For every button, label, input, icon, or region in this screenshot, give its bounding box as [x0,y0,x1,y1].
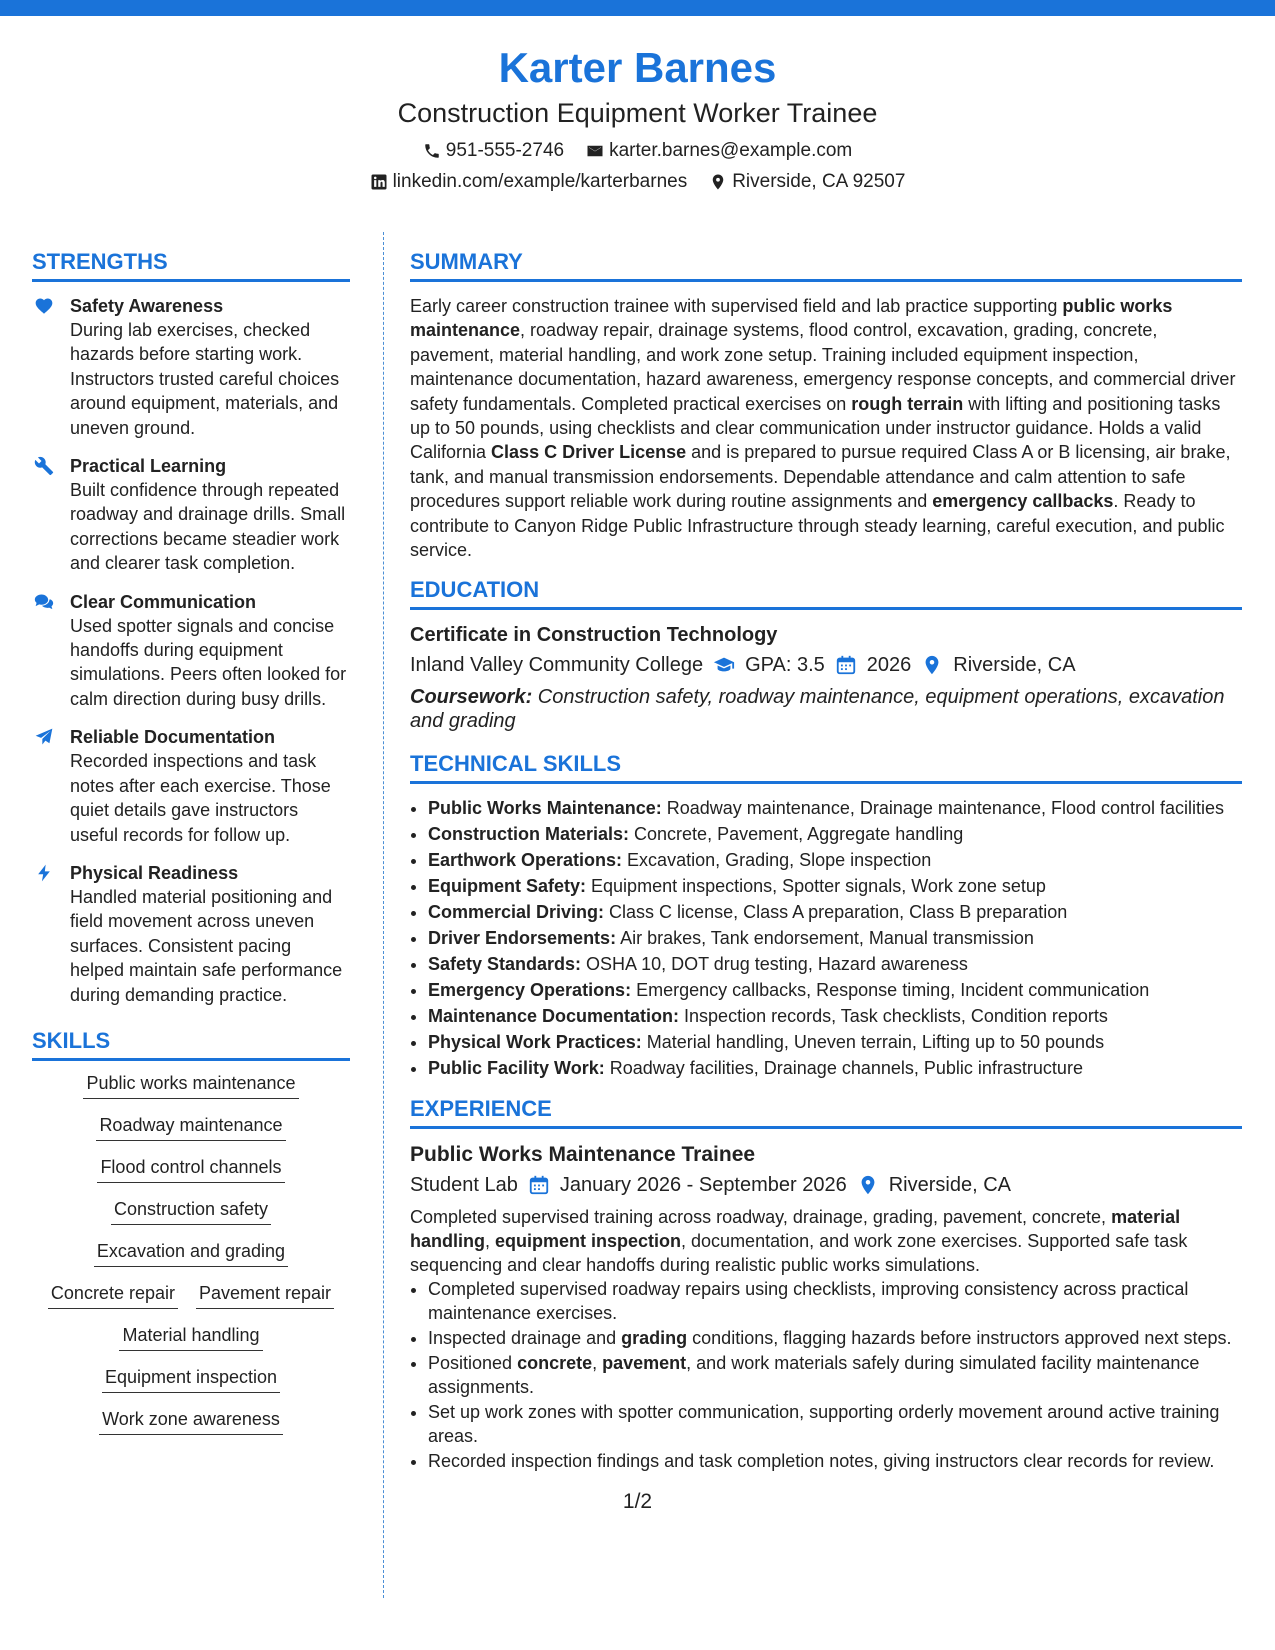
skill-tag: Public works maintenance [83,1071,298,1099]
technical-skill-value: Inspection records, Task checklists, Condition reports [679,1006,1108,1027]
strength-description: During lab exercises, checked hazards before starting work. Instructors trusted careful choices around equipment, materials, and uneven ground. [70,320,340,438]
coursework-label: Coursework: [410,686,533,709]
skill-row [32,1071,350,1099]
strength-description: Recorded inspections and task notes after each exercise. Those quiet details gave instructors useful records for follow up. [70,751,331,845]
technical-skill-value: OSHA 10, DOT drug testing, Hazard awareness [581,954,968,975]
skill-tag: Excavation and grading [94,1239,288,1267]
technical-skill-item [428,822,1242,846]
technical-skill-value: Excavation, Grading, Slope inspection [622,850,932,871]
education-meta [410,651,1242,679]
text-segment: and is prepared to pursue required Class A or B licensing, air brake, tank, and manual transmission endorsements. Dependable attendance and calm attention to safe procedures support reliable work during routine assignments and [410,442,1231,512]
job-description [410,1205,1242,1277]
bolt-icon [34,863,54,883]
education-heading: EDUCATION [410,576,1242,610]
text-segment: Completed supervised roadway repairs using checklists, improving consistency across practical maintenance exercises. [428,1279,1189,1324]
technical-skill-item [428,874,1242,898]
bold-text: grading [621,1328,688,1349]
skill-row [32,1155,350,1183]
wrench-icon [34,456,54,476]
skill-tag: Construction safety [111,1197,271,1225]
strength-description: Handled material positioning and field movement across uneven surfaces. Consistent pacing helped maintain safe performance during demanding practice. [70,886,343,1005]
strength-title: Physical Readiness [70,862,239,883]
text-segment: Recorded inspection findings and task completion notes, giving instructors clear records for review. [428,1451,1215,1472]
strength-title: Practical Learning [70,456,227,477]
map-pin-icon [857,1174,879,1196]
resume-header [0,42,1275,194]
text-segment: , [485,1231,496,1252]
coursework-text: Construction safety, roadway maintenance, equipment operations, excavation and grading [410,686,1225,733]
skill-row [32,1239,350,1267]
skill-row [32,1407,350,1435]
strength-item [32,454,350,576]
text-segment: , roadway repair, drainage systems, flood control, excavation, grading, concrete, pavement, material handling, and work zone setup. Training included equipment inspection, maintenance documentation, hazard awareness, emergency response concepts, and commercial driver safety fundamentals. Completed practical exercises on [410,320,1236,414]
skill-row [32,1365,350,1393]
graduation-cap-icon [713,654,735,676]
heart-icon [34,296,54,316]
technical-skills-list [410,796,1242,1080]
skills-list [32,1071,350,1435]
education-location: Riverside, CA [953,654,1076,677]
bold-text: concrete [517,1353,593,1374]
email-text: karter.barnes@example.com [609,140,853,161]
education-degree: Certificate in Construction Technology [410,624,778,647]
linkedin-contact[interactable] [370,170,688,194]
map-pin-icon [709,173,727,191]
technical-skill-label: Earthwork Operations: [428,850,623,871]
strength-title: Clear Communication [70,591,257,612]
technical-skill-value: Concrete, Pavement, Aggregate handling [629,824,964,845]
technical-skill-value: Material handling, Uneven terrain, Lifting up to 50 pounds [641,1032,1105,1053]
technical-skill-value: Equipment inspections, Spotter signals, Work zone setup [586,876,1046,897]
summary-heading: SUMMARY [410,248,1242,282]
technical-skills-heading: TECHNICAL SKILLS [410,750,1242,784]
bold-text: emergency callbacks [932,491,1114,512]
job-bullets [410,1277,1242,1473]
location-contact [709,170,905,194]
technical-skill-item [428,1004,1242,1028]
skill-row [32,1113,350,1141]
comments-icon [34,592,54,612]
text-segment: Positioned [428,1353,518,1374]
calendar-icon [835,654,857,676]
calendar-icon [528,1174,550,1196]
technical-skill-label: Construction Materials: [428,824,630,845]
strength-title: Safety Awareness [70,296,224,316]
strengths-list [32,294,350,1007]
skill-row [32,1197,350,1225]
bold-text: Class C Driver License [491,442,687,463]
phone-text: 951-555-2746 [445,140,565,161]
top-accent-bar [0,0,1275,16]
technical-skill-label: Driver Endorsements: [428,928,617,949]
strength-item [32,861,350,1007]
strength-item [32,590,350,712]
candidate-name: Karter Barnes [498,44,777,91]
candidate-title: Construction Equipment Worker Trainee [397,98,878,128]
skill-tag: Work zone awareness [99,1407,283,1435]
technical-skill-item [428,1056,1242,1080]
technical-skill-value: Roadway facilities, Drainage channels, Public infrastructure [604,1058,1083,1079]
right-column [410,248,1242,1474]
job-bullet [428,1277,1242,1325]
left-column [32,248,350,1449]
column-divider [383,232,384,1598]
strength-item [32,725,350,847]
text-segment: Completed supervised training across roadway, drainage, grading, pavement, concrete, [410,1207,1112,1228]
education-school: Inland Valley Community College [410,654,704,677]
education-coursework [410,685,1242,733]
strength-item [32,294,350,440]
location-text: Riverside, CA 92507 [732,171,906,192]
technical-skill-value: Roadway maintenance, Drainage maintenance, Flood control facilities [661,798,1225,819]
technical-skill-item [428,1030,1242,1054]
job-dates: January 2026 - September 2026 [559,1174,847,1197]
skill-tag: Roadway maintenance [96,1113,285,1141]
strength-title: Reliable Documentation [70,727,276,748]
skill-tag: Flood control channels [97,1155,284,1183]
email-contact[interactable] [586,139,852,163]
linkedin-icon [370,173,388,191]
job-company: Student Lab [410,1174,518,1197]
text-segment: Early career construction trainee with supervised field and lab practice supporting [410,296,1063,316]
technical-skill-item [428,796,1242,820]
skill-tag: Concrete repair [48,1281,178,1309]
skill-row [32,1323,350,1351]
envelope-icon [586,142,604,160]
technical-skill-value: Class C license, Class A preparation, Class B preparation [604,902,1068,923]
technical-skill-item [428,978,1242,1002]
bold-text: rough terrain [851,393,964,414]
skill-tag: Material handling [119,1323,262,1351]
technical-skill-label: Emergency Operations: [428,980,632,1001]
bold-text: material handling [410,1207,1181,1252]
job-bullet [428,1400,1242,1448]
phone-icon [423,142,441,160]
contact-row-2 [0,170,1275,194]
technical-skill-value: Air brakes, Tank endorsement, Manual transmission [616,928,1034,949]
technical-skill-label: Physical Work Practices: [428,1032,642,1053]
job-bullet [428,1326,1242,1350]
page-number: 1/2 [622,1490,653,1513]
technical-skill-label: Commercial Driving: [428,902,605,923]
strength-description: Used spotter signals and concise handoffs during equipment simulations. Peers often looked for calm direction during busy drills. [70,615,347,709]
text-segment: Inspected drainage and [428,1328,622,1349]
technical-skill-label: Maintenance Documentation: [428,1006,680,1027]
skill-row [32,1281,350,1309]
map-pin-icon [921,654,943,676]
education-year: 2026 [866,654,912,677]
bold-text: equipment inspection [495,1231,682,1252]
text-segment: Set up work zones with spotter communication, supporting orderly movement around active training areas. [428,1402,1220,1447]
technical-skill-value: Emergency callbacks, Response timing, Incident communication [631,980,1150,1001]
job-bullet [428,1351,1242,1399]
job-bullet [428,1449,1242,1473]
job-location: Riverside, CA [888,1174,1011,1197]
skill-tag: Pavement repair [196,1281,334,1309]
education-gpa: GPA: 3.5 [745,654,825,677]
job-meta [410,1171,1242,1199]
bold-text: public works maintenance [410,296,1173,341]
technical-skill-item [428,848,1242,872]
technical-skill-label: Public Facility Work: [428,1058,605,1079]
technical-skill-item [428,900,1242,924]
contact-row-1 [0,139,1275,163]
technical-skill-label: Safety Standards: [428,954,582,975]
strengths-heading: STRENGTHS [32,248,350,282]
strength-description: Built confidence through repeated roadway and drainage drills. Small corrections became steadier work and clearer task completion. [70,480,346,574]
technical-skill-item [428,952,1242,976]
summary-text [410,294,1242,562]
linkedin-text: linkedin.com/example/karterbarnes [392,171,688,192]
text-segment: , [592,1353,603,1374]
text-segment: , and work materials safely during simulated facility maintenance assignments. [428,1353,1200,1398]
technical-skill-label: Public Works Maintenance: [428,798,662,819]
bold-text: pavement [602,1353,687,1374]
text-segment: . Ready to contribute to Canyon Ridge Public Infrastructure through steady learning, careful execution, and public service. [410,491,1225,561]
text-segment: conditions, flagging hazards before instructors approved next steps. [687,1328,1232,1349]
phone-contact[interactable] [423,139,564,163]
skills-heading: SKILLS [32,1027,350,1061]
text-segment: , documentation, and work zone exercises. Supported safe task sequencing and clear handoffs during realistic public works simulations. [410,1231,1188,1276]
text-segment: with lifting and positioning tasks up to 50 pounds, using checklists and clear communication under instructor guidance. Holds a valid California [410,393,1221,463]
job-title: Public Works Maintenance Trainee [410,1143,756,1167]
paper-plane-icon [34,727,54,747]
technical-skill-item [428,926,1242,950]
experience-heading: EXPERIENCE [410,1095,1242,1129]
skill-tag: Equipment inspection [102,1365,280,1393]
technical-skill-label: Equipment Safety: [428,876,587,897]
